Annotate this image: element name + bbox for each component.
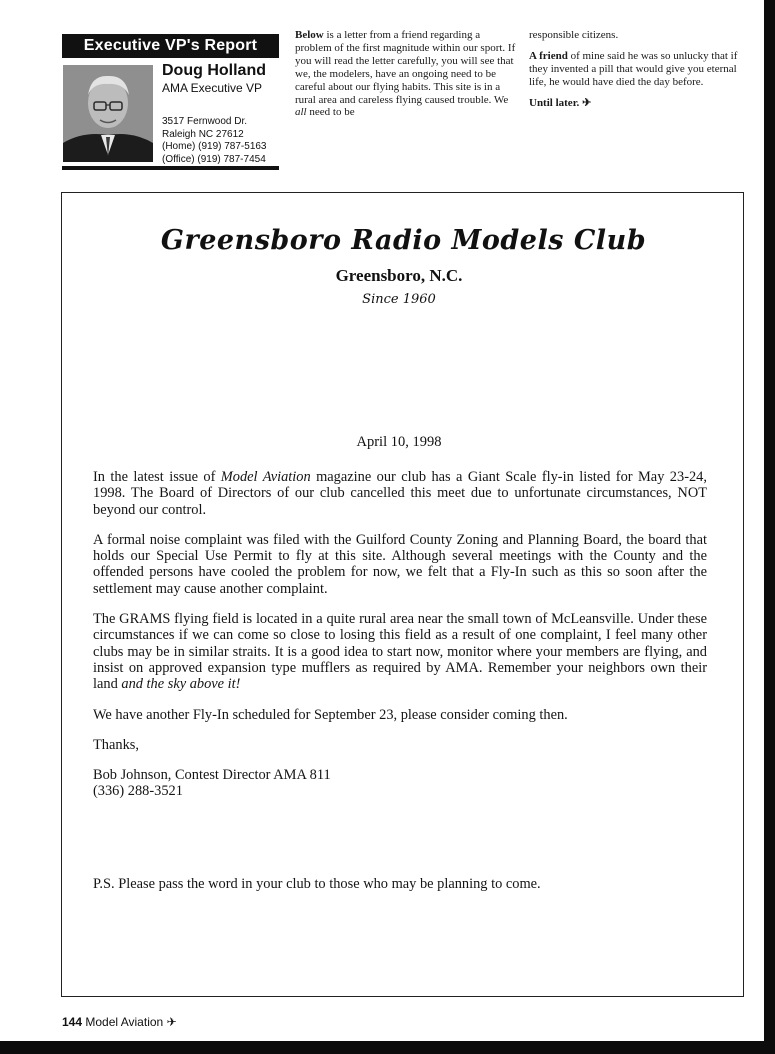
- intro-column-2: [529, 29, 744, 110]
- intro-paragraph-2: [529, 50, 744, 89]
- signature-block: [93, 767, 707, 800]
- letter-paragraph-1: [93, 469, 707, 518]
- portrait-illustration: [63, 65, 153, 162]
- intro-paragraph-1: [295, 29, 517, 119]
- closing-text: Until later.: [529, 96, 580, 109]
- letter-paragraph-2: A formal noise complaint was filed with the Guilford County Zoning and Planning Board, the board that holds our Special Use Permit to fly at this site. Although several meetings with the County and the offended persons have cooled the problem for now, we felt that a Fly-In such as this so soon after the settlement may cause another complaint.: [93, 531, 707, 597]
- p3-emphasis: and the sky above it!: [121, 676, 241, 693]
- author-title: AMA Executive VP: [162, 81, 263, 95]
- page-edge-right: [764, 0, 775, 1054]
- club-since: Since 1960: [362, 292, 436, 307]
- intro-lead-2: A friend: [529, 49, 568, 62]
- intro-emphasis: all: [295, 106, 307, 119]
- page-number: 144: [62, 1015, 83, 1029]
- intro-lead-1: Below: [295, 29, 324, 41]
- letter-postscript: P.S. Please pass the word in your club to those who may be planning to come.: [93, 876, 541, 892]
- intro-closing: [529, 97, 744, 110]
- intro-continuation: responsible citizens.: [529, 29, 619, 41]
- letter-date: April 10, 1998: [356, 434, 442, 450]
- address-line-2: Raleigh NC 27612: [162, 128, 244, 140]
- club-name: Greensboro Radio Models Club: [160, 225, 647, 256]
- letter-body: [93, 469, 707, 800]
- club-city: Greensboro, N.C.: [335, 266, 463, 285]
- airplane-icon: ✈: [166, 1015, 177, 1029]
- p1-text-b: magazine our club has a Giant Scale fly-in listed for May 23-24, 1998. The Board of Directors of our club cancelled this meet due to unfortunate circumstances, NOT beyond our control.: [93, 469, 707, 518]
- letter-paragraph-3: [93, 611, 707, 692]
- intro-text-1: is a letter from a friend regarding a problem of the first magnitude within our sport. If you will read the letter carefully, you will see that we, the modelers, have an ongoing need to be careful about our flying habits. This site is in a rural area and careless flying caused trouble. We: [295, 29, 516, 106]
- letter-thanks: Thanks,: [93, 736, 139, 753]
- magazine-name: Model Aviation: [85, 1015, 164, 1029]
- header-rule: [62, 166, 279, 170]
- p3-text-a: The GRAMS flying field is located in a quite rural area near the small town of McLeansville. Under these circumstances if we can come so close to losing this field as a result of one complaint, I feel many other clubs may be in similar straits. It is a good idea to start now, monitor where your members are flying, and insist on approved expansion type mufflers as required by AMA. Remember your neighbors own their land: [93, 611, 707, 693]
- letter-paragraph-4: We have another Fly-In scheduled for September 23, please consider coming then.: [93, 706, 568, 723]
- page-edge-bottom: [0, 1041, 775, 1054]
- intro-text-2: of mine said he was so unlucky that if they invented a pill that would give you eternal life, he would have died the day before.: [529, 49, 738, 88]
- intro-tail-1: need to be: [306, 106, 355, 119]
- signature-name: Bob Johnson, Contest Director AMA 811: [93, 767, 331, 784]
- phone-home: (Home) (919) 787-5163: [162, 141, 267, 152]
- intro-column-1: [295, 29, 517, 127]
- signature-phone: (336) 288-3521: [93, 783, 183, 800]
- phone-office: (Office) (919) 787-7454: [162, 153, 266, 165]
- author-name: Doug Holland: [162, 62, 266, 79]
- author-photo: [63, 65, 153, 162]
- airplane-icon: ✈: [582, 96, 592, 109]
- p1-text-a: In the latest issue of: [93, 469, 221, 485]
- page-footer: [62, 1015, 177, 1029]
- address-line-1: 3517 Fernwood Dr.: [162, 116, 248, 127]
- section-banner: Executive VP's Report: [62, 34, 279, 58]
- author-contact: [162, 116, 267, 166]
- magazine-title: Model Aviation: [220, 469, 311, 485]
